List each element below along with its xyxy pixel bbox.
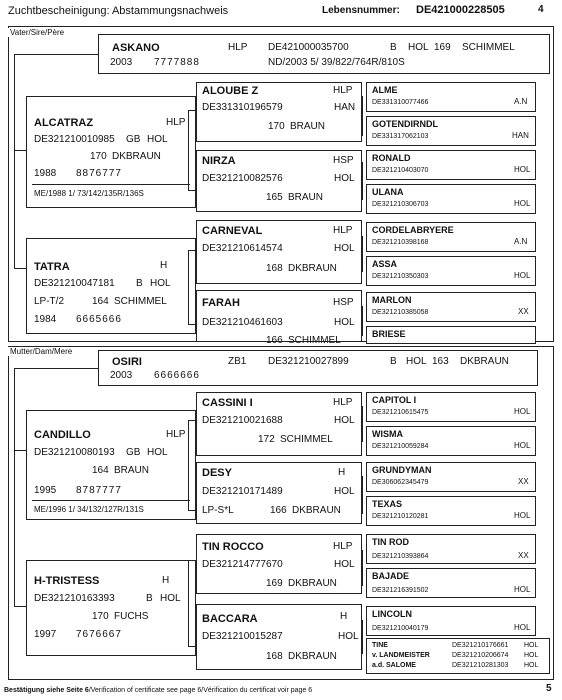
subject-number: 7777888 — [154, 57, 200, 68]
life-number-value: DE421000228505 — [416, 4, 505, 16]
tatra-breed: H — [160, 260, 168, 271]
capitol-name: CAPITOL I — [372, 395, 417, 405]
connector-tick — [188, 420, 196, 421]
htristess-year: 1997 — [34, 629, 57, 640]
tatra-color: SCHIMMEL — [114, 296, 167, 307]
bajade-id: DE321216391502 — [372, 587, 429, 594]
gen5-name: v. LANDMEISTER — [372, 652, 430, 659]
dam-bracket-top — [14, 368, 98, 369]
tinrod-id: DE321210393864 — [372, 553, 429, 560]
candillo-country: GB — [126, 447, 141, 458]
alcatraz-year: 1988 — [34, 168, 57, 179]
htristess-connector — [188, 560, 189, 646]
tatra-connector — [188, 250, 189, 324]
dam-studbook: HOL — [406, 356, 427, 367]
nirza-id: DE321210082576 — [202, 173, 283, 184]
tinrocco-size: 169 — [266, 578, 283, 589]
gen3-connector — [362, 406, 363, 442]
tinrocco-studbook: HOL — [334, 559, 355, 570]
texas-studbook: HOL — [514, 511, 531, 520]
dam-breed: ZB1 — [228, 356, 247, 367]
baccara-name: BACCARA — [202, 613, 258, 625]
candillo-id: DE321210080193 — [34, 447, 115, 458]
marlon-studbook: XX — [518, 307, 529, 316]
texas-id: DE321210120281 — [372, 513, 429, 520]
candillo-year: 1995 — [34, 485, 57, 496]
candillo-color: BRAUN — [114, 465, 150, 476]
desy-color: DKBRAUN — [292, 505, 341, 516]
connector-tick — [188, 250, 196, 251]
gen5-name: a.d. SALOME — [372, 662, 416, 669]
desy-studbook: HOL — [334, 486, 355, 497]
footer-note: Bestätigung siehe Seite 6/Verification of certificate see page 6/Vérification du certificat voir page 6 — [4, 687, 313, 694]
subject-name: ASKANO — [112, 42, 160, 54]
grundyman-id: DE306062345479 — [372, 479, 429, 486]
connector-tick — [188, 324, 196, 325]
dam-sex: B — [390, 356, 397, 367]
connector-tick — [188, 646, 196, 647]
tatra-name: TATRA — [34, 261, 70, 273]
carneval-size: 168 — [266, 263, 283, 274]
farah-studbook: HOL — [334, 317, 355, 328]
gen5-studbook: HOL — [524, 652, 539, 659]
carneval-breed: HLP — [333, 225, 353, 236]
candillo-connector — [188, 420, 189, 510]
dam-year: 2003 — [110, 370, 133, 381]
nirza-color: BRAUN — [288, 192, 324, 203]
subject-horse-box — [98, 34, 550, 74]
sire-bracket-bottom — [14, 268, 26, 269]
briese-name: BRIESE — [372, 329, 406, 339]
nirza-studbook: HOL — [334, 173, 355, 184]
gen5-name: TINE — [372, 642, 388, 649]
aloube-studbook: HAN — [334, 102, 356, 113]
gotendirndl-id: DE331317062103 — [372, 133, 429, 140]
grundyman-name: GRUNDYMAN — [372, 465, 432, 475]
cordelabryere-name: CORDELABRYERE — [372, 225, 454, 235]
htristess-id: DE321210163393 — [34, 593, 115, 604]
ulana-name: ULANA — [372, 187, 404, 197]
baccara-id: DE321210015287 — [202, 631, 283, 642]
page-number-top: 4 — [538, 4, 544, 15]
alcatraz-size: 170 — [90, 151, 107, 162]
tinrocco-name: TIN ROCCO — [202, 541, 264, 553]
subject-id: DE421000035700 — [268, 42, 349, 53]
capitol-studbook: HOL — [514, 407, 531, 416]
htristess-studbook: HOL — [160, 593, 181, 604]
assa-name: ASSA — [372, 259, 398, 269]
gen5-id: DE321210206674 — [452, 652, 509, 659]
baccara-color: DKBRAUN — [288, 651, 337, 662]
nirza-size: 165 — [266, 192, 283, 203]
candillo-studbook: HOL — [147, 447, 168, 458]
desy-breed: H — [338, 467, 346, 478]
tatra-sex: B — [136, 278, 143, 289]
connector-tick — [188, 190, 196, 191]
tinrod-studbook: XX — [518, 551, 529, 560]
nirza-name: NIRZA — [202, 155, 236, 167]
alcatraz-color: DKBRAUN — [112, 151, 161, 162]
farah-breed: HSP — [333, 297, 354, 308]
sire-bracket-mid — [14, 150, 26, 151]
farah-size: 166 — [266, 335, 283, 346]
cassini-studbook: HOL — [334, 415, 355, 426]
subject-breed: HLP — [228, 42, 248, 53]
cassini-color: SCHIMMEL — [280, 434, 333, 445]
htristess-name: H-TRISTESS — [34, 575, 100, 587]
wisma-id: DE321210059284 — [372, 443, 429, 450]
capitol-id: DE321210615475 — [372, 409, 429, 416]
alcatraz-id: DE321210010985 — [34, 134, 115, 145]
htristess-size: 170 — [92, 611, 109, 622]
cordelabryere-id: DE321210398168 — [372, 239, 429, 246]
certificate-title: Zuchtbescheinigung: Abstammungsnachweis — [8, 5, 229, 17]
desy-performance: LP-S*L — [202, 505, 234, 516]
sire-bracket-top — [14, 54, 98, 55]
wisma-name: WISMA — [372, 429, 403, 439]
dam-label: Mutter/Dam/Mere — [10, 347, 73, 356]
aloube-size: 170 — [268, 121, 285, 132]
dam-bracket-bottom — [14, 606, 26, 607]
nirza-breed: HSP — [333, 155, 354, 166]
gen5-id: DE321210281303 — [452, 662, 509, 669]
cassini-size: 172 — [258, 434, 275, 445]
gen3-connector — [362, 162, 363, 200]
cassini-breed: HLP — [333, 397, 353, 408]
alme-name: ALME — [372, 85, 398, 95]
tinrocco-breed: HLP — [333, 541, 353, 552]
wisma-studbook: HOL — [514, 441, 531, 450]
tatra-performance: LP-T/2 — [34, 296, 65, 307]
cassini-name: CASSINI I — [202, 397, 253, 409]
tatra-studbook: HOL — [150, 278, 171, 289]
aloube-name: ALOUBE Z — [202, 85, 259, 97]
subject-year: 2003 — [110, 57, 133, 68]
bajade-name: BAJADE — [372, 571, 410, 581]
htristess-breed: H — [162, 575, 170, 586]
marlon-name: MARLON — [372, 295, 412, 305]
alme-id: DE331310077466 — [372, 99, 429, 106]
candillo-performance: ME/1996 1/ 34/132/127R/131S — [34, 505, 144, 514]
desy-size: 166 — [270, 505, 287, 516]
gen3-connector — [362, 620, 363, 654]
alcatraz-country: GB — [126, 134, 141, 145]
gotendirndl-name: GOTENDIRNDL — [372, 119, 438, 129]
dam-bracket-mid — [14, 450, 26, 451]
alcatraz-studbook: HOL — [147, 134, 168, 145]
carneval-studbook: HOL — [334, 243, 355, 254]
aloube-id: DE331310196579 — [202, 102, 283, 113]
sire-bracket — [14, 54, 15, 268]
alcatraz-connector — [188, 110, 189, 190]
tatra-size: 164 — [92, 296, 109, 307]
gen3-connector — [362, 236, 363, 272]
alcatraz-name: ALCATRAZ — [34, 117, 94, 129]
baccara-studbook: HOL — [338, 631, 359, 642]
baccara-breed: H — [340, 611, 348, 622]
carneval-color: DKBRAUN — [288, 263, 337, 274]
alcatraz-divider — [32, 184, 190, 185]
candillo-name: CANDILLO — [34, 429, 91, 441]
gen5-id: DE321210176661 — [452, 642, 509, 649]
sire-label: Vater/Sire/Père — [10, 28, 65, 37]
cassini-id: DE321210021688 — [202, 415, 283, 426]
gotendirndl-studbook: HAN — [512, 131, 529, 140]
marlon-id: DE321210385058 — [372, 309, 429, 316]
gen3-connector — [362, 306, 363, 336]
desy-id: DE321210171489 — [202, 486, 283, 497]
subject-extra: ND/2003 5/ 39/822/764R/810S — [268, 57, 405, 68]
life-number-label: Lebensnummer: — [322, 5, 400, 16]
dam-id: DE321210027899 — [268, 356, 349, 367]
tatra-year: 1984 — [34, 314, 57, 325]
dam-bracket — [14, 368, 15, 606]
carneval-name: CARNEVAL — [202, 225, 263, 237]
lincoln-studbook: HOL — [514, 623, 531, 632]
lincoln-name: LINCOLN — [372, 609, 412, 619]
ronald-name: RONALD — [372, 153, 411, 163]
gen3-connector — [362, 550, 363, 586]
dam-name: OSIRI — [112, 356, 142, 368]
alcatraz-performance: ME/1988 1/ 73/142/135R/136S — [34, 189, 144, 198]
gen5-studbook: HOL — [524, 642, 539, 649]
dam-size: 163 — [432, 356, 449, 367]
assa-studbook: HOL — [514, 271, 531, 280]
farah-name: FARAH — [202, 297, 240, 309]
connector-tick — [188, 110, 196, 111]
assa-id: DE321210350303 — [372, 273, 429, 280]
gen3-connector — [362, 476, 363, 514]
subject-size: 169 — [434, 42, 451, 53]
aloube-breed: HLP — [333, 85, 353, 96]
candillo-number: 8787777 — [76, 485, 122, 496]
bajade-studbook: HOL — [514, 585, 531, 594]
carneval-id: DE321210614574 — [202, 243, 283, 254]
ulana-studbook: HOL — [514, 199, 531, 208]
connector-tick — [188, 510, 196, 511]
htristess-color: FUCHS — [114, 611, 149, 622]
page-number-bottom: 5 — [546, 683, 552, 694]
subject-sex: B — [390, 42, 397, 53]
lincoln-id: DE321210040179 — [372, 625, 429, 632]
tatra-number: 6665666 — [76, 314, 122, 325]
gen3-connector — [362, 96, 363, 136]
htristess-number: 7676667 — [76, 629, 122, 640]
ulana-id: DE321210306703 — [372, 201, 429, 208]
subject-studbook: HOL — [408, 42, 429, 53]
tinrocco-id: DE321214777670 — [202, 559, 283, 570]
grundyman-studbook: XX — [518, 477, 529, 486]
aloube-color: BRAUN — [290, 121, 326, 132]
candillo-size: 164 — [92, 465, 109, 476]
farah-color: SCHIMMEL — [288, 335, 341, 346]
ronald-studbook: HOL — [514, 165, 531, 174]
farah-id: DE321210461603 — [202, 317, 283, 328]
desy-name: DESY — [202, 467, 232, 479]
alcatraz-number: 8876777 — [76, 168, 122, 179]
gen5-studbook: HOL — [524, 662, 539, 669]
baccara-size: 168 — [266, 651, 283, 662]
alme-studbook: A.N — [514, 97, 528, 106]
htristess-sex: B — [146, 593, 153, 604]
connector-tick — [188, 560, 196, 561]
cordelabryere-studbook: A.N — [514, 237, 528, 246]
alcatraz-breed: HLP — [166, 117, 186, 128]
candillo-box — [26, 410, 196, 520]
candillo-divider — [32, 500, 190, 501]
tinrocco-color: DKBRAUN — [288, 578, 337, 589]
dam-number: 6666666 — [154, 370, 200, 381]
tatra-id: DE321210047181 — [34, 278, 115, 289]
dam-color: DKBRAUN — [460, 356, 509, 367]
ronald-id: DE321210403070 — [372, 167, 429, 174]
tinrod-name: TIN ROD — [372, 537, 409, 547]
candillo-breed: HLP — [166, 429, 186, 440]
texas-name: TEXAS — [372, 499, 403, 509]
subject-color: SCHIMMEL — [462, 42, 515, 53]
